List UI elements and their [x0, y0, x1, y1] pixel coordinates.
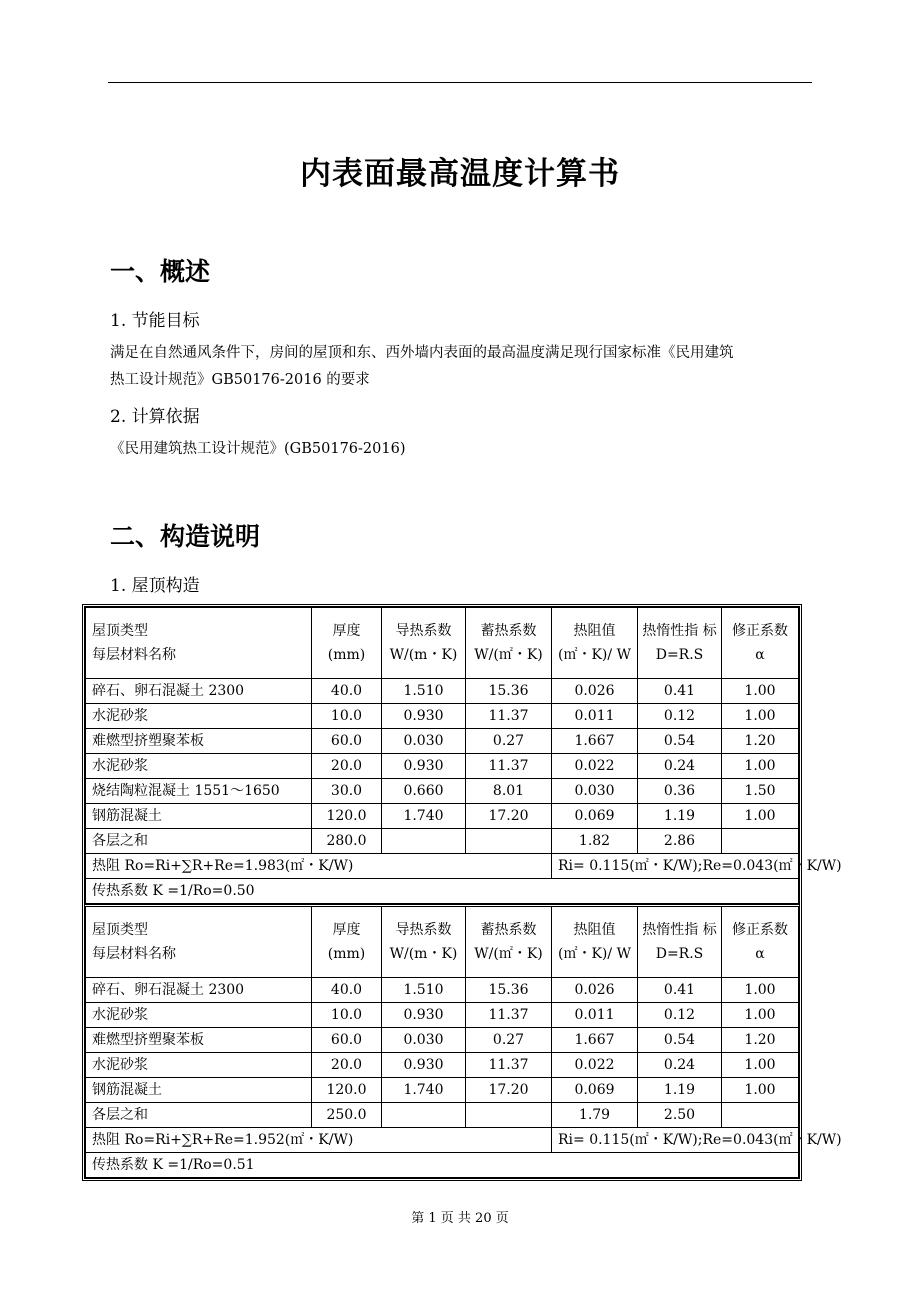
heat-transfer-coefficient: 传热系数 K =1/Ro=0.51: [86, 1153, 799, 1178]
material-cell: 难燃型挤塑聚苯板: [86, 729, 312, 754]
value-cell: 15.36: [466, 679, 552, 704]
value-cell: 1.00: [722, 679, 799, 704]
value-cell: 0.54: [638, 1028, 722, 1053]
material-cell: 各层之和: [86, 1103, 312, 1128]
page-footer: 第 1 页 共 20 页: [411, 1211, 509, 1226]
value-cell: 1.667: [552, 1028, 638, 1053]
ri-re-values: Ri= 0.115(㎡・K/W);Re=0.043(㎡・K/W): [552, 1128, 799, 1153]
value-cell: 11.37: [466, 1053, 552, 1078]
value-cell: 120.0: [312, 804, 382, 829]
ri-re-values: Ri= 0.115(㎡・K/W);Re=0.043(㎡・K/W): [552, 854, 799, 879]
header-heat-storage: 蓄热系数 W/(㎡・K): [466, 608, 552, 679]
value-cell: [382, 829, 466, 854]
value-cell: 1.00: [722, 978, 799, 1003]
value-cell: 1.00: [722, 754, 799, 779]
value-cell: 11.37: [466, 704, 552, 729]
heat-transfer-coefficient: 传热系数 K =1/Ro=0.50: [86, 879, 799, 904]
material-cell: 钢筋混凝土: [86, 804, 312, 829]
value-cell: 1.19: [638, 804, 722, 829]
material-cell: 水泥砂浆: [86, 704, 312, 729]
value-cell: 0.27: [466, 1028, 552, 1053]
value-cell: 1.20: [722, 729, 799, 754]
value-cell: 10.0: [312, 1003, 382, 1028]
sum-row: [86, 1103, 799, 1128]
value-cell: 120.0: [312, 1078, 382, 1103]
resistance-total: 热阻 Ro=Ri+∑R+Re=1.983(㎡・K/W): [86, 854, 552, 879]
value-cell: 0.24: [638, 1053, 722, 1078]
value-cell: 1.510: [382, 679, 466, 704]
value-cell: [466, 1103, 552, 1128]
value-cell: 0.27: [466, 729, 552, 754]
layer-row: [86, 779, 799, 804]
layer-row: [86, 1028, 799, 1053]
value-cell: 0.030: [382, 1028, 466, 1053]
sum-row: [86, 829, 799, 854]
value-cell: 1.00: [722, 804, 799, 829]
layer-row: [86, 1053, 799, 1078]
value-cell: 0.011: [552, 1003, 638, 1028]
value-cell: [722, 829, 799, 854]
value-cell: 1.19: [638, 1078, 722, 1103]
value-cell: 11.37: [466, 754, 552, 779]
header-inertia: 热惰性指 标 D=R.S: [638, 608, 722, 679]
value-cell: 10.0: [312, 704, 382, 729]
header-thickness: 厚度 (mm): [312, 608, 382, 679]
material-cell: 钢筋混凝土: [86, 1078, 312, 1103]
energy-target-heading: 1. 节能目标: [110, 311, 200, 331]
value-cell: 60.0: [312, 1028, 382, 1053]
roof-table-2: [85, 904, 842, 1178]
table-header-row: [86, 608, 799, 679]
header-resistance: 热阻值 (㎡・K)/ W: [552, 906, 638, 978]
layer-row: [86, 978, 799, 1003]
value-cell: 1.79: [552, 1103, 638, 1128]
header-inertia: 热惰性指 标 D=R.S: [638, 906, 722, 978]
layer-row: [86, 679, 799, 704]
table-header-row: [86, 906, 799, 978]
paragraph-line: 热工设计规范》GB50176-2016 的要求: [110, 372, 370, 388]
value-cell: 0.930: [382, 1053, 466, 1078]
value-cell: 1.00: [722, 1053, 799, 1078]
material-cell: 难燃型挤塑聚苯板: [86, 1028, 312, 1053]
value-cell: 30.0: [312, 779, 382, 804]
material-cell: 水泥砂浆: [86, 1053, 312, 1078]
value-cell: 0.069: [552, 804, 638, 829]
material-cell: 烧结陶粒混凝土 1551～1650: [86, 779, 312, 804]
value-cell: 17.20: [466, 1078, 552, 1103]
calc-basis-heading: 2. 计算依据: [110, 407, 200, 427]
value-cell: 280.0: [312, 829, 382, 854]
value-cell: 1.667: [552, 729, 638, 754]
value-cell: 1.82: [552, 829, 638, 854]
value-cell: 1.20: [722, 1028, 799, 1053]
value-cell: 1.50: [722, 779, 799, 804]
value-cell: 40.0: [312, 679, 382, 704]
header-conductivity: 导热系数 W/(m・K): [382, 906, 466, 978]
value-cell: 0.930: [382, 1003, 466, 1028]
k-row: [86, 1153, 799, 1178]
document-title: 内表面最高温度计算书: [300, 156, 620, 192]
header-correction: 修正系数 α: [722, 608, 799, 679]
value-cell: [382, 1103, 466, 1128]
value-cell: 0.069: [552, 1078, 638, 1103]
value-cell: 1.00: [722, 1003, 799, 1028]
value-cell: 0.930: [382, 704, 466, 729]
resistance-total: 热阻 Ro=Ri+∑R+Re=1.952(㎡・K/W): [86, 1128, 552, 1153]
value-cell: 250.0: [312, 1103, 382, 1128]
header-correction: 修正系数 α: [722, 906, 799, 978]
layer-row: [86, 1078, 799, 1103]
header-conductivity: 导热系数 W/(m・K): [382, 608, 466, 679]
value-cell: 0.660: [382, 779, 466, 804]
value-cell: 1.510: [382, 978, 466, 1003]
k-row: [86, 879, 799, 904]
header-rule: [108, 82, 812, 83]
resistance-row: [86, 1128, 799, 1153]
value-cell: [722, 1103, 799, 1128]
layer-row: [86, 704, 799, 729]
value-cell: 60.0: [312, 729, 382, 754]
header-thickness: 厚度 (mm): [312, 906, 382, 978]
roof-table-1: [85, 607, 842, 904]
value-cell: 20.0: [312, 1053, 382, 1078]
value-cell: 0.54: [638, 729, 722, 754]
header-heat-storage: 蓄热系数 W/(㎡・K): [466, 906, 552, 978]
header-material: 屋顶类型 每层材料名称: [86, 906, 312, 978]
value-cell: 20.0: [312, 754, 382, 779]
value-cell: 0.24: [638, 754, 722, 779]
value-cell: 0.41: [638, 978, 722, 1003]
material-cell: 各层之和: [86, 829, 312, 854]
paragraph-line: 满足在自然通风条件下，房间的屋顶和东、西外墙内表面的最高温度满足现行国家标准《民用建筑: [110, 345, 734, 361]
value-cell: 0.41: [638, 679, 722, 704]
layer-row: [86, 754, 799, 779]
calc-basis-paragraph: 《民用建筑热工设计规范》(GB50176-2016): [110, 441, 406, 457]
value-cell: 40.0: [312, 978, 382, 1003]
value-cell: 0.12: [638, 704, 722, 729]
value-cell: 1.740: [382, 1078, 466, 1103]
value-cell: 15.36: [466, 978, 552, 1003]
layer-row: [86, 729, 799, 754]
value-cell: 2.50: [638, 1103, 722, 1128]
roof-construction-heading: 1. 屋顶构造: [110, 576, 200, 596]
value-cell: 1.00: [722, 704, 799, 729]
value-cell: 0.011: [552, 704, 638, 729]
value-cell: [466, 829, 552, 854]
layer-row: [86, 1003, 799, 1028]
material-cell: 碎石、卵石混凝土 2300: [86, 679, 312, 704]
layer-row: [86, 804, 799, 829]
value-cell: 0.930: [382, 754, 466, 779]
energy-target-paragraph: [110, 340, 815, 394]
value-cell: 0.026: [552, 679, 638, 704]
value-cell: 1.740: [382, 804, 466, 829]
value-cell: 17.20: [466, 804, 552, 829]
resistance-row: [86, 854, 799, 879]
value-cell: 0.030: [552, 779, 638, 804]
section-construction-heading: 二、构造说明: [110, 522, 261, 551]
header-resistance: 热阻值 (㎡・K)/ W: [552, 608, 638, 679]
value-cell: 2.86: [638, 829, 722, 854]
material-cell: 碎石、卵石混凝土 2300: [86, 978, 312, 1003]
material-cell: 水泥砂浆: [86, 754, 312, 779]
value-cell: 11.37: [466, 1003, 552, 1028]
header-material: 屋顶类型 每层材料名称: [86, 608, 312, 679]
value-cell: 0.36: [638, 779, 722, 804]
value-cell: 0.022: [552, 754, 638, 779]
value-cell: 0.030: [382, 729, 466, 754]
value-cell: 1.00: [722, 1078, 799, 1103]
section-overview-heading: 一、概述: [110, 257, 211, 286]
roof-tables: [82, 604, 842, 1181]
material-cell: 水泥砂浆: [86, 1003, 312, 1028]
value-cell: 0.022: [552, 1053, 638, 1078]
value-cell: 0.026: [552, 978, 638, 1003]
value-cell: 8.01: [466, 779, 552, 804]
value-cell: 0.12: [638, 1003, 722, 1028]
